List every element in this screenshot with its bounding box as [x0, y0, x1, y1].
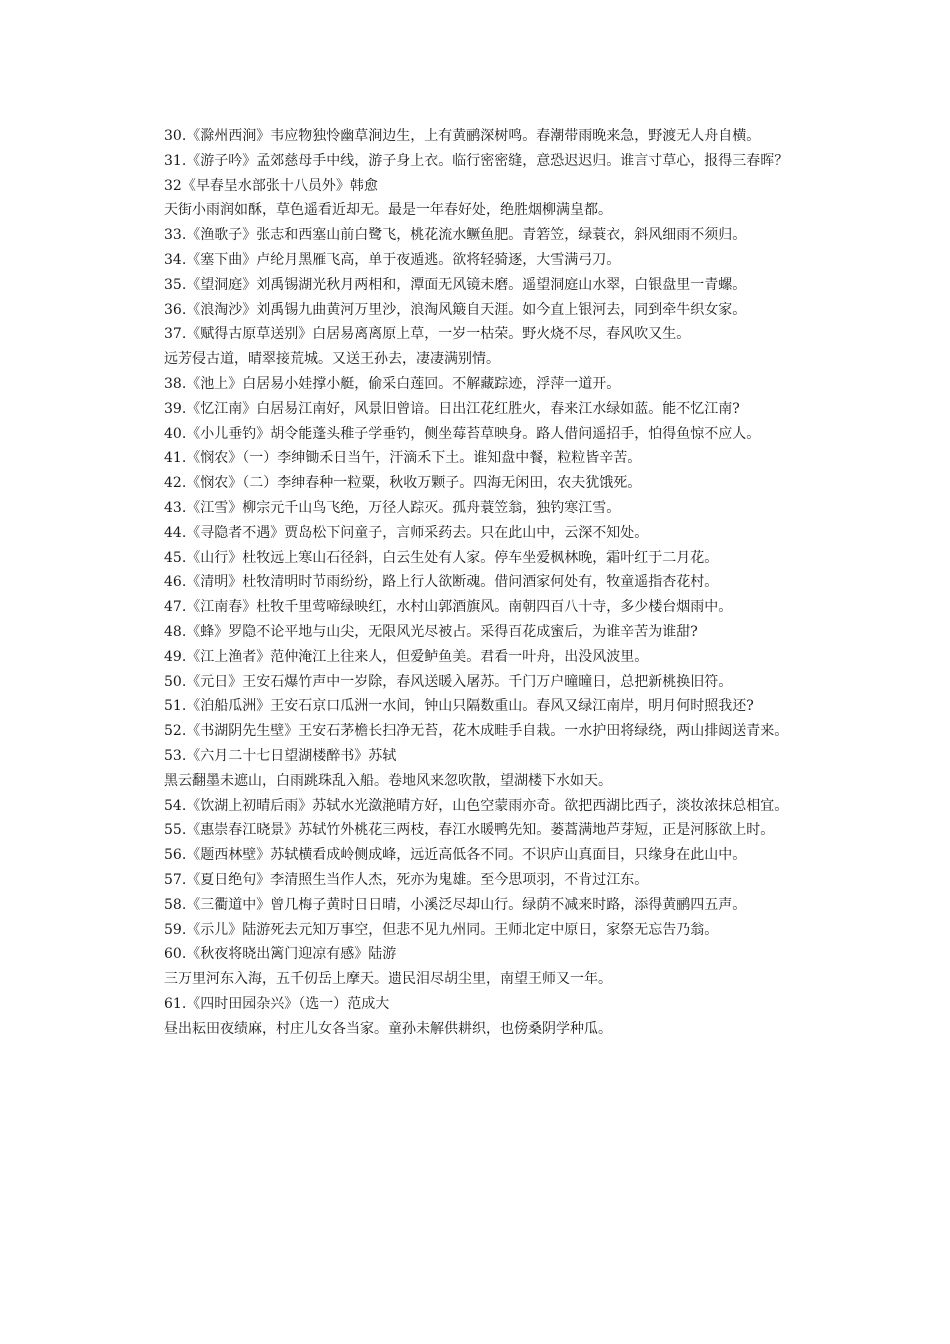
poem-50: 50.《元日》王安石爆竹声中一岁除，春风送暖入屠苏。千门万户曈曈日，总把新桃换旧符。	[164, 673, 733, 690]
poem-47: 47.《江南春》杜牧千里莺啼绿映红，水村山郭酒旗风。南朝四百八十寺，多少楼台烟雨中。	[164, 599, 733, 616]
poem-44: 44.《寻隐者不遇》贾岛松下问童子，言师采药去。只在此山中，云深不知处。	[164, 524, 649, 541]
poem-58: 58.《三衢道中》曾几梅子黄时日日晴，小溪泛尽却山行。绿荫不减来时路，添得黄鹂四五声。	[164, 896, 747, 913]
poem-41: 41.《悯农》（一）李绅锄禾日当午，汗滴禾下土。谁知盘中餐，粒粒皆辛苦。	[164, 450, 642, 467]
poem-54: 54.《饮湖上初晴后雨》苏轼水光潋滟晴方好，山色空蒙雨亦奇。欲把西湖比西子，淡妆浓抹总相宜。	[164, 797, 789, 814]
poem-42: 42.《悯农》（二）李绅春种一粒粟，秋收万颗子。四海无闲田，农夫犹饿死。	[164, 475, 642, 492]
poem-49: 49.《江上渔者》范仲淹江上往来人，但爱鲈鱼美。君看一叶舟，出没风波里。	[164, 648, 649, 665]
poem-51: 51.《泊船瓜洲》王安石京口瓜洲一水间，钟山只隔数重山。春风又绿江南岸，明月何时照我还?	[164, 698, 754, 715]
poem-61-text: 昼出耘田夜绩麻，村庄儿女各当家。童孙未解供耕织，也傍桑阴学种瓜。	[164, 1020, 612, 1037]
poem-32-title: 32《早春呈水部张十八员外》韩愈	[164, 177, 378, 194]
poem-31: 31.《游子吟》孟郊慈母手中线，游子身上衣。临行密密缝，意恐迟迟归。谁言寸草心，报得三春晖？	[164, 152, 789, 169]
poem-35: 35.《望洞庭》刘禹锡湖光秋月两相和，潭面无风镜未磨。遥望洞庭山水翠，白银盘里一青螺。	[164, 276, 747, 293]
poem-53-text: 黑云翻墨未遮山，白雨跳珠乱入船。卷地风来忽吹散，望湖楼下水如天。	[164, 772, 612, 789]
poem-61-title: 61.《四时田园杂兴》（选一）范成大	[164, 995, 390, 1012]
poem-34: 34.《塞下曲》卢纶月黑雁飞高，单于夜遁逃。欲将轻骑逐，大雪满弓刀。	[164, 251, 621, 268]
poem-60-text: 三万里河东入海，五千仞岳上摩天。遗民泪尽胡尘里，南望王师又一年。	[164, 971, 612, 988]
poem-37-cont: 远芳侵古道，晴翠接荒城。又送王孙去，凄凄满别情。	[164, 351, 500, 368]
poem-37: 37.《赋得古原草送别》白居易离离原上草，一岁一枯荣。野火烧不尽，春风吹又生。	[164, 326, 691, 343]
poem-30: 30.《滁州西涧》韦应物独怜幽草涧边生，上有黄鹂深树鸣。春潮带雨晚来急，野渡无人舟自横。	[164, 128, 761, 144]
poem-60-title: 60.《秋夜将晓出篱门迎凉有感》陆游	[164, 946, 397, 963]
poem-38: 38.《池上》白居易小娃撑小艇，偷采白莲回。不解藏踪迹，浮萍一道开。	[164, 375, 621, 392]
poem-48: 48.《蜂》罗隐不论平地与山尖，无限风光尽被占。采得百花成蜜后，为谁辛苦为谁甜?	[164, 623, 698, 640]
poem-57: 57.《夏日绝句》李清照生当作人杰，死亦为鬼雄。至今思项羽，不肯过江东。	[164, 871, 649, 888]
poem-45: 45.《山行》杜牧远上寒山石径斜，白云生处有人家。停车坐爱枫林晚，霜叶红于二月花。	[164, 549, 719, 566]
poem-56: 56.《题西林壁》苏轼横看成岭侧成峰，远近高低各不同。不识庐山真面目，只缘身在此山中。	[164, 847, 747, 864]
document-body	[136, 124, 826, 1041]
poem-53-title: 53.《六月二十七日望湖楼醉书》苏轼	[164, 747, 397, 764]
poem-43: 43.《江雪》柳宗元千山鸟飞绝，万径人踪灭。孤舟蓑笠翁，独钓寒江雪。	[164, 499, 621, 516]
poem-55: 55.《惠崇春江晓景》苏轼竹外桃花三两枝，春江水暖鸭先知。蒌蒿满地芦芽短，正是河豚欲上时。	[164, 822, 775, 839]
poem-46: 46.《清明》杜牧清明时节雨纷纷，路上行人欲断魂。借问酒家何处有，牧童遥指杏花村。	[164, 574, 719, 591]
poem-59: 59.《示儿》陆游死去元知万事空，但悲不见九州同。王师北定中原日，家祭无忘告乃翁。	[164, 921, 719, 938]
poem-32-text: 天街小雨润如酥，草色遥看近却无。最是一年春好处，绝胜烟柳满皇都。	[164, 202, 612, 219]
poem-36: 36.《浪淘沙》刘禹锡九曲黄河万里沙，浪淘风簸自天涯。如今直上银河去，同到牵牛织女家。	[164, 301, 747, 318]
poem-40: 40.《小儿垂钓》胡令能蓬头稚子学垂钓，侧坐莓苔草映身。路人借问遥招手，怕得鱼惊不应人。	[164, 425, 761, 442]
poem-33: 33.《渔歌子》张志和西塞山前白鹭飞，桃花流水鳜鱼肥。青箬笠，绿蓑衣，斜风细雨不须归。	[164, 227, 747, 244]
poem-39: 39.《忆江南》白居易江南好，风景旧曾谙。日出江花红胜火，春来江水绿如蓝。能不忆江南?	[164, 400, 740, 417]
poem-52: 52.《书湖阴先生壁》王安石茅檐长扫净无苔，花木成畦手自栽。一水护田将绿绕，两山排闼送青来。	[164, 723, 789, 740]
